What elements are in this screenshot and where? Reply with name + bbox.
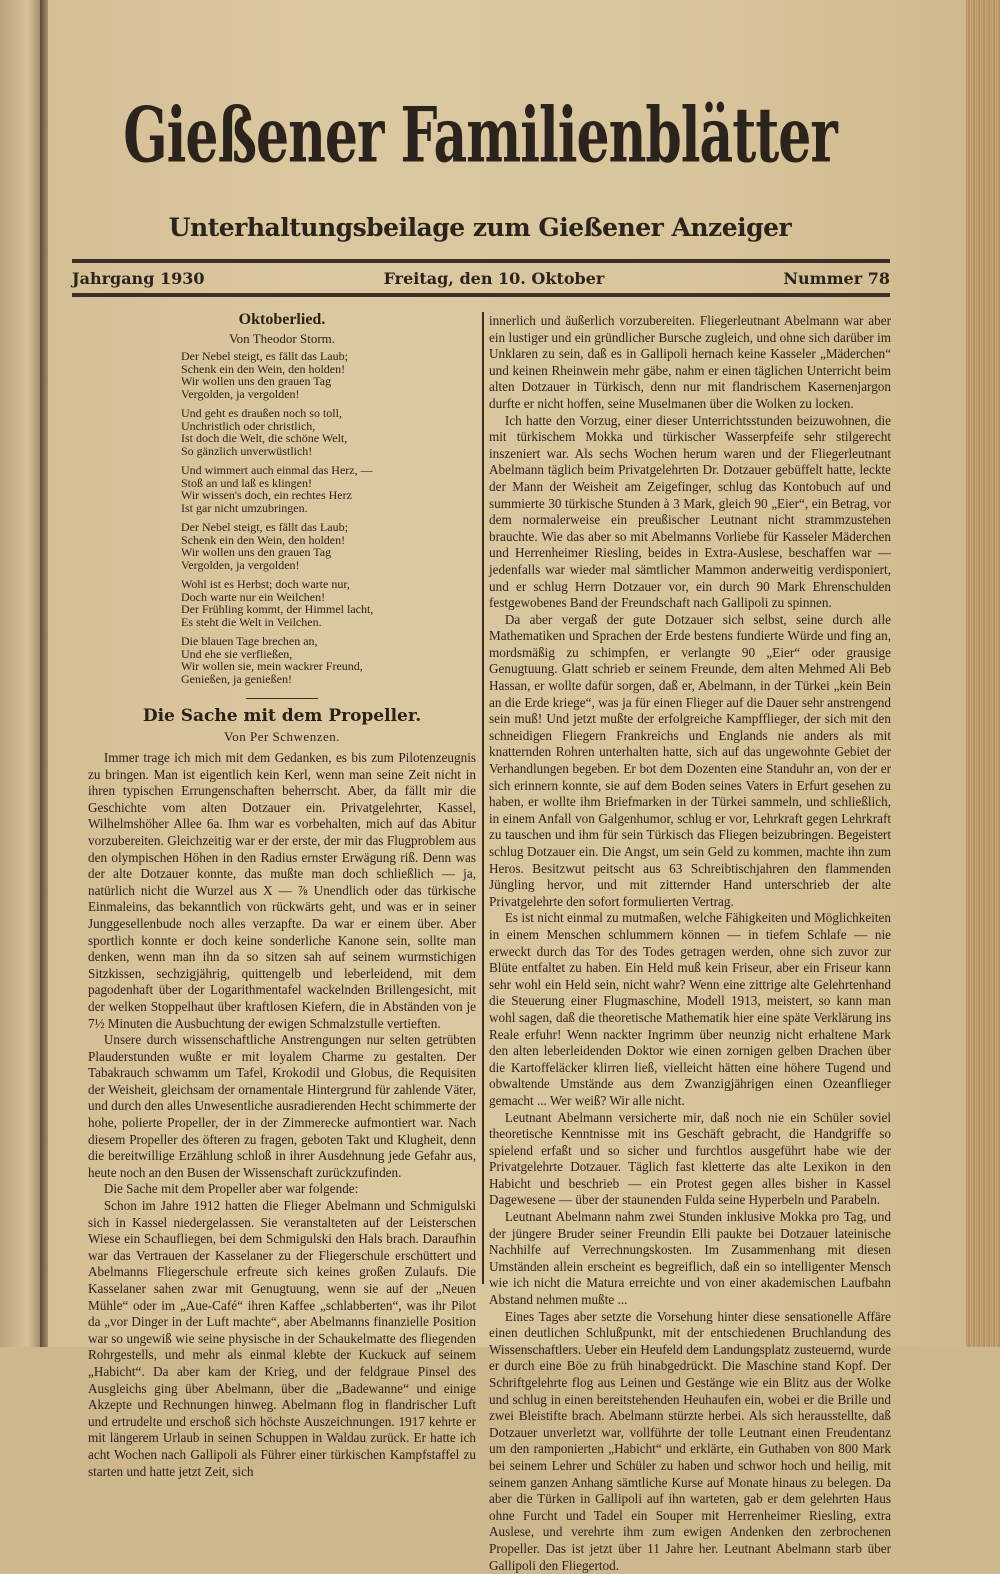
poem-line: Unchristlich oder christlich, [181, 418, 316, 433]
poem-author: Von Theodor Storm. [228, 331, 336, 346]
top-rule [72, 259, 890, 263]
poem-line: Vergolden, ja vergolden! [181, 386, 300, 401]
poem-line: Die blauen Tage brechen an, [181, 634, 318, 648]
article-paragraph: Eines Tages aber setzte die Vorsehung hinter diese sensationelle Affäre einen deutlichen Schlußpunkt, mit der entschiedenen Bruchlandung des Wissenschaftlers. Ueber ein Heufeld dem Landungsplatz zusteuernd, wurde er durch eine Böe zu früh hinabgedrückt. Die Maschine stand Kopf. Der Schriftgelehrte flog aus Leinen und Gestänge wie ein Blitz aus der Wolke und schlug in einen bereitstehenden Heuhaufen ein, wobei er die Brille und zwei Bleistifte brach. Abelmann stürzte herbei. Als sich herausstellte, daß Dotzauer unverletzt war, vollführte der tolle Leutnant einen Freudentanz um den ramponierten „Habicht“ und erklärte, ein Guthaben von 800 Mark bei seinem Lehrer und Schüler zu haben und schwor hoch und heilig, mit seinem ganzen Anhang sämtliche Kurse auf Monate hinaus zu belegen. Da aber die Türken in Gallipoli auf ihn warteten, gab er dem gelehrten Haus ohne Furcht und Tadel ein Souper mit Herrenheimer Riesling, extra Auslese, und verehrte ihm zum ewigen Andenken den zerbrochenen Propeller. Das ist jetzt über 11 Jahre her. Leutnant Abelmann starb über Gallipoli den Fliegertod. [489, 1308, 891, 1573]
poem-line: Wir wollen sie, mein wackrer Freund, [181, 659, 363, 673]
poem-line: Vergolden, ja vergolden! [181, 557, 300, 572]
poem-line: Wir wissen's doch, ein rechtes Herz [181, 488, 352, 502]
poem-line: Und wimmert auch einmal das Herz, — [181, 463, 373, 477]
poem-stanza [181, 407, 471, 457]
poem-line: Ist doch die Welt, die schöne Welt, [181, 431, 348, 445]
poem-stanza [181, 464, 471, 514]
article-paragraph: Ich hatte den Vorzug, einer dieser Unterrichtsstunden beizuwohnen, die mit türkischem Mokka und türkischer Wasserpfeife sehr stilgerecht inszeniert war. Als sechs Wochen herum waren und der Fliegerleutnant Abelmann täglich beim Privatgelehrten Dr. Dotzauer gebüffelt hatte, leckte der Mann der Weisheit am Zeigefinger, schlug das Kontobuch auf und summierte 30 türkische Stunden à 3 Mark, gleich 90 „Eier“, ein Betrag, vor dem normalerweise ein preußischer Leutnant nicht strammzustehen brauchte. Wie das aber so mit Abelmanns Vorliebe für Kasseler Mäderchen und Herrenheimer Riesling, beides in Extra-Auslese, beschaffen war — jedenfalls war wieder mal sämtlicher Mammon anderweitig verdisponiert, und er schlug Herrn Dotzauer vor, ein durch 90 Mark Ehrenschulden festgewobenes Band der Freundschaft nach Gallipoli zu spinnen. [489, 412, 891, 611]
article-paragraph: Da aber vergaß der gute Dotzauer sich selbst, seine durch alle Mathematiken und Sprachen der Erde bestens fundierte Würde und fing an, mordsmäßig zu schimpfen, er verlangte 90 „Eier“ oder grausige Genugtuung. Glatt schrieb er seinem Freunde, dem alten Mehmed Ali Beb Hassan, er wollte dafür sorgen, daß er, Abelmann, in der Türkei „kein Bein an die Erde kriege“, was ja für einen Flieger auf die Dauer sehr anstrengend sein muß! Und jetzt mußte der erfolgreiche Kampfflieger, der sich mit den schneidigen Fliegern Frankreichs und Englands nie anders als mit knatternden Rohren unterhalten hatte, sich auf das ungewohnte Gebiet der Verhandlungen begeben. Er bot dem Dozenten eine Standuhr an, von der er sich erinnern konnte, sie auf dem Boden seines Vaters in Erfurt gesehen zu haben, er wollte ihm Briefmarken in der Türkei sammeln, und schließlich, in einem Anfall von Galgenhumor, schlug er vor, Lehrkraft gegen Lehrkraft zu tauschen und ihm für sein Türkisch das Fliegen beizubringen. Begeistert schlug Dotzauer ein. Die Angst, um sein Geld zu kommen, machte ihn zum Heros. Besitzwut peitscht aus 63 Schreibtischjahren den flammenden Jüngling hervor, und mit zitternder Hand unterschrieb der alte Privatgelehrte den sofort formulierten Vertrag. [489, 611, 891, 909]
poem-line: Genießen, ja genießen! [181, 671, 292, 686]
poem-line: Der Frühling kommt, der Himmel lacht, [181, 602, 374, 616]
dateline [72, 268, 890, 290]
poem-line: Und geht es draußen noch so toll, [181, 406, 342, 420]
masthead-subtitle: Unterhaltungsbeilage zum Gießener Anzeiger [168, 213, 792, 242]
article-paragraph: Leutnant Abelmann versicherte mir, daß noch nie ein Schüler soviel theoretische Kenntnisse mit ins Geschäft gebracht, die Handgriffe so spielend erfaßt und so sicher und furchtlos ausgeführt habe wie der Privatgelehrte Dotzauer. Täglich fast kletterte das alte Lexikon in den Habicht und beschrieb — ein Protest gegen alles bisher in Kassel Dagewesene — über der staunenden Fulda seine Hyperbeln und Parabeln. [489, 1109, 891, 1208]
poem-line: Es steht die Welt in Veilchen. [181, 614, 322, 629]
poem-line: Schenk ein den Wein, den holden! [181, 532, 346, 547]
article-paragraph: Leutnant Abelmann nahm zwei Stunden inklusive Mokka pro Tag, und der jüngere Bruder seiner Freundin Elli paukte bei Dotzauer lateinische Nachhilfe auf Verrechnungskosten. Im Zusammenhang mit diesen Umständen allein erscheint es begreiflich, daß ein so intelligenter Mensch wie ich nicht die Matura erreichte und von einer akademischen Laufbahn Abstand nehmen mußte ... [489, 1209, 891, 1308]
article-paragraph: Die Sache mit dem Propeller aber war folgende: [103, 1181, 359, 1197]
poem-line: Ist gar nicht umzubringen. [181, 500, 308, 515]
poem-stanza [181, 578, 471, 628]
article-column-right [489, 313, 891, 1574]
article-column-left [88, 750, 476, 1480]
poem-line: Stoß an und laß es klingen! [181, 475, 312, 490]
masthead-title: Gießener Familienblätter [123, 92, 837, 181]
bottom-rule [72, 293, 890, 297]
poem-line: Der Nebel steigt, es fällt das Laub; [181, 520, 348, 534]
poem-title: Oktoberlied. [238, 311, 326, 328]
poem-line: Doch warte nur ein Weilchen! [181, 589, 326, 604]
poem-line: Wohl ist es Herbst; doch warte nur, [181, 577, 350, 591]
poem-stanza [181, 350, 471, 400]
article-author: Von Per Schwenzen. [224, 729, 340, 744]
article-paragraph: Schon im Jahre 1912 hatten die Flieger Abelmann und Schmigulski sich in Kassel niedergelassen. Sie veranstalteten auf der Leisterschen Wiese ein Schaufliegen, bei dem Schmigulski den Hals brach. Daraufhin war das Vertrauen der Kasselaner zu der Fliegerschule erschüttert und Abelmanns Fliegerschule erfreute sich keines großen Zulaufs. Die Kasselaner sahen zwar mit Genugtuung, wenn sie auf der „Neuen Mühle“ oder im „Aue-Café“ ihren Kaffee „schlabberten“, was ihr Pilot da „vor Dinger in der Luft machte“, aber Abelmanns finanzielle Position war so ungewiß wie seine physische in der Schaukelmatte des fliegenden Rohrgestells, und mehr als einmal klebte der Kuckuck auf seinem „Habicht“. Da aber kam der Krieg, und der feldgraue Pinsel des Ausgleichs ging über Abelmann, über die „Badewanne“ und einige Akzepte und Rechnungen hinweg. Abelmann flog in flandrischer Luft und ertrudelte und erschoß sich höchste Auszeichnungen. 1917 kehrte er mit längerem Urlaub in seinen Schuppen in Waldau zurück. Er hatte ich acht Wochen nach Gallipoli als Führer einer türkischen Kampfstaffel zu starten und hatte jetzt Zeit, sich [88, 1198, 476, 1479]
column-divider [482, 312, 484, 1284]
poem-line: Der Nebel steigt, es fällt das Laub; [181, 349, 348, 363]
poem-stanza [181, 635, 471, 685]
issue-date: Freitag, den 10. Oktober [383, 269, 605, 288]
poem-line: Wir wollen uns den grauen Tag [181, 374, 332, 388]
poem-line: So gänzlich unverwüstlich! [181, 443, 313, 458]
poem-line: Schenk ein den Wein, den holden! [181, 361, 346, 376]
poem-stanza [181, 521, 471, 571]
article-paragraph: Es ist nicht einmal zu mutmaßen, welche Fähigkeiten und Möglichkeiten in einem Menschen schlummern können — in tiefem Schlafe — nie erweckt durch das Tor des Todes getragen werden, ohne sich zuvor zur Blüte entfaltet zu haben. Ein Held muß kein Friseur, aber ein Friseur kann sehr wohl ein Held sein, nicht wahr? Wenn eine zittrige alte Gelehrtenhand die Steuerung einer Flugmaschine, Modell 1913, meistert, so kann man wohl sagen, daß die theoretische Mathematik hier eine späte Verklärung ins Reale erfuhr! Wenn nackter Ingrimm über neunzig nicht erhaltene Mark den alten leberleidenden Doktor wie einen zornigen gelben Drachen über die Kartoffeläcker klirren ließ, vielleicht hätten eine höhere Tugend und obwaltende Umstände aus dem Zwanzigjährigen einen Ozeanflieger gemacht ... Wer weiß? Wir alle nicht. [489, 910, 891, 1108]
poem-line: Wir wollen uns den grauen Tag [181, 545, 332, 559]
article-title: Die Sache mit dem Propeller. [142, 706, 422, 726]
article-paragraph: Immer trage ich mich mit dem Gedanken, es bis zum Pilotenzeugnis zu bringen. Man ist eigentlich kein Kerl, wenn man seine Zeit nicht in ihren typischen Errungenschaften beherrscht. Aber, da fällt mir die Geschichte vom alten Dotzauer ein. Privatgelehrter, Kassel, Wilhelmshöher Allee 6a. Ihm war es vorbehalten, mich auf das Abitur vorzubereiten. Gleichzeitig war er der erste, der mir das Flugproblem aus den olympischen Höhen in den Radius ernster Erwägung riß. Denn was der alte Dotzauer konnte, das mußte man doch schließlich — ja, natürlich nicht die Wurzel aus X — ⅞ Unendlich oder das türkische Einmaleins, das bekanntlich von rückwärts geht, und was er in seiner Junggesellenbude noch alles verzapfte. Da war er einem über. Aber sportlich konnte er doch keine sonderliche Kanone sein, sollte man denken, wenn man ihn da so sitzen sah auf seinem wurmstichigen Sitzkissen, sechzigjährig, quittengelb und leberleidend, mit dem pagodenhaft über der Logarithmentafel wackelnden Brillengesicht, mit der welken Stoppelhaut über kraftlosen Kiefern, die in Abständen von je 7½ Minuten die Ausbuchtung der ewigen Schmalzstulle vertieften. [88, 750, 476, 1031]
article-paragraph: innerlich und äußerlich vorzubereiten. Fliegerleutnant Abelmann war aber ein lustiger und ein gründlicher Bursche zugleich, und ohne sich darüber im Unklaren zu sein, daß es in Gallipoli hernach keine Kasseler „Mäderchen“ und keinen Rheinwein mehr gäbe, nahm er einen täglichen Unterricht beim alten Dotzauer in Türkisch, denn nur mit flandrischem Kasernenjargon durfte er nicht hoffen, seine Muselmanen über die Wolken zu locken. [489, 313, 891, 411]
volume: Jahrgang 1930 [72, 269, 205, 288]
issue-number: Nummer 78 [783, 269, 890, 288]
article-paragraph: Unsere durch wissenschaftliche Anstrengungen nur selten getrübten Plauderstunden wußte er mit loyalem Charme zu gestalten. Der Tabakrauch schwamm um Tafel, Krokodil und Globus, die Requisiten der Weisheit, gleichsam der ornamentale Hintergrund für zahlende Väter, und durch den alles Unwesentliche ausradierenden Hecht schimmerte der hohe, polierte Propeller, der in der Zimmerecke aufmontiert war. Nach diesem Propeller des öfteren zu fragen, geboten Takt und Klugheit, denn die bereitwillige Erzählung schloß in ihrer Ausdehnung jede Gefahr aus, heute noch an den Busen der Wissenschaft zurückzufinden. [88, 1032, 476, 1180]
poem-line: Und ehe sie verfließen, [181, 646, 293, 661]
book-page-edges [966, 0, 1000, 1347]
section-divider [246, 698, 318, 699]
poem-body [181, 350, 471, 692]
